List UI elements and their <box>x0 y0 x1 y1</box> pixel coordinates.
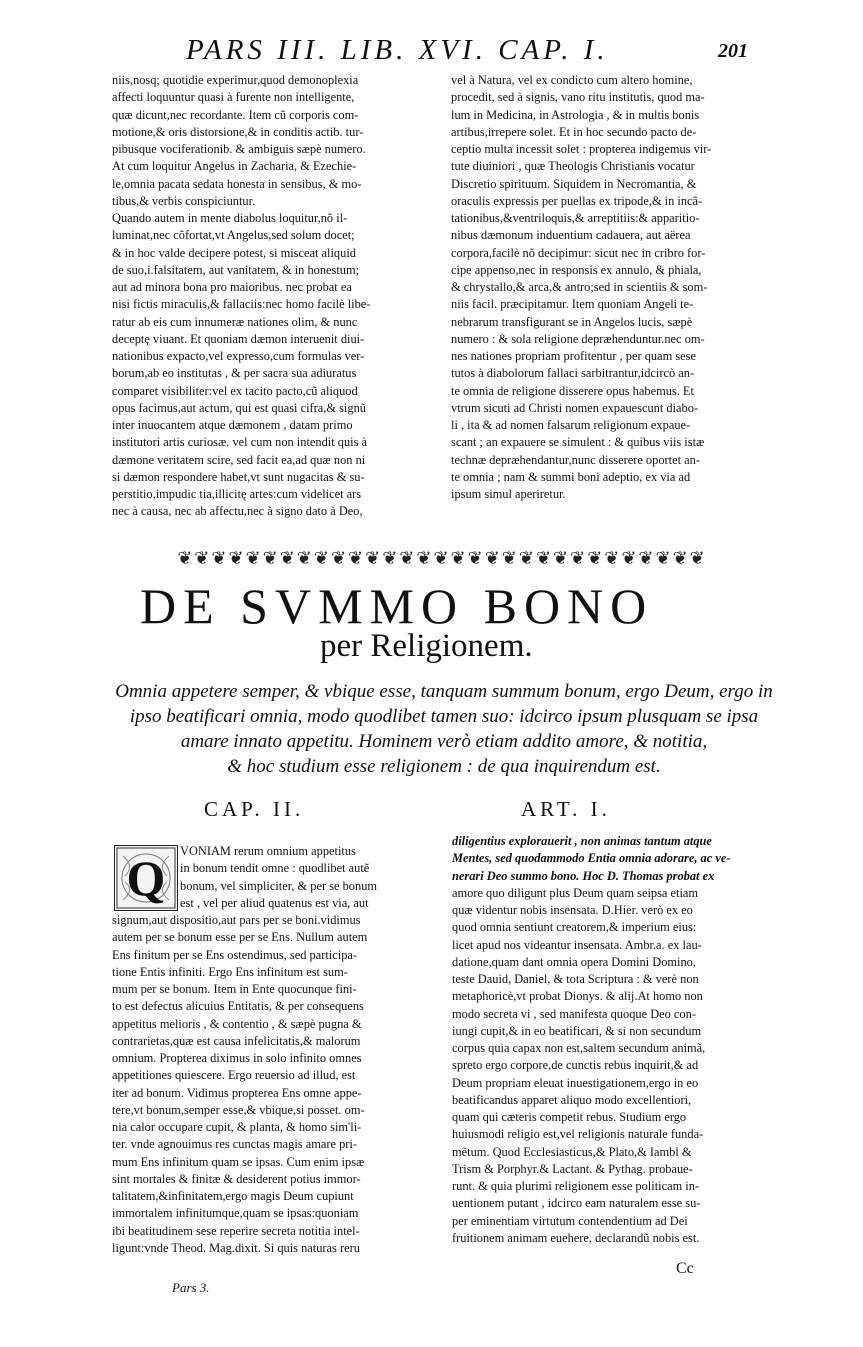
text-line: amare innato appetitu. Hominem verò etiam addito amore, & notitia, <box>180 731 708 752</box>
ornament-band: ❦❦❦❦❦❦❦❦❦❦❦❦❦❦❦❦❦❦❦❦❦❦❦❦❦❦❦❦❦❦❦ <box>177 548 707 568</box>
bottom-left-column <box>112 843 435 1257</box>
text-line: tibus,& verbis conspiciuntur. <box>112 193 256 208</box>
text-line: runt. & quia plurimi religionem esse politicam in- <box>452 1179 700 1193</box>
text-line: metaphoricè,vt probat Dionys. & alij.At homo non <box>452 989 703 1004</box>
text-line: ibi beatitudinem sese reperire secreta notitia intel- <box>112 1223 360 1238</box>
text-line: appetitus melioris , & contentio , & sæpè pugna & <box>112 1016 362 1031</box>
text-line: fruitionem animam euehere, declarandũ nobis est. <box>452 1230 700 1245</box>
text-line: ipsum simul aperiretur. <box>451 487 566 501</box>
text-line: procedit, sed à signis, vano ritu institutis, quod ma- <box>451 90 705 105</box>
text-line: talitatem,&infinitatem,ergo magis Deum cupiunt <box>112 1189 354 1203</box>
text-line: licet apud nos videantur insensata. Ambr.a. ex lau- <box>452 937 702 952</box>
text-line: li , ita & ad nomen falsarum religionum expaue- <box>451 418 691 432</box>
text-line: niis facil. præcipitamur. Item quoniam Angeli te- <box>451 297 694 312</box>
section-title: DE SVMMO BONO <box>140 578 654 634</box>
text-line: ratur ab eis cum innumeræ nationes olim, & nunc <box>112 314 358 329</box>
text-line: technæ depræhendantur,nunc disserere oportet an- <box>451 452 700 467</box>
text-line: nationibus expacto,vel expresso,cum formulas ver- <box>112 349 365 363</box>
chapter-label: CAP. II. <box>204 797 305 821</box>
text-line: scant ; an expauere se simulent : & quibus viis istæ <box>451 435 705 450</box>
text-line: luminat,nec cõfortat,vt Angelus,sed solum docet; <box>112 228 355 243</box>
text-line: motione,& oris distorsione,& in conditis actib. tur- <box>112 124 364 139</box>
text-line: quæ dicunt,nec recordante. Item cũ corporis com- <box>112 107 359 122</box>
text-line: corpus quia capax non est,saltem secundum animã, <box>452 1041 706 1055</box>
top-right-column <box>451 72 771 503</box>
text-line: nec à causa, nec ab affectu,nec à signo dato à Deo, <box>112 504 363 519</box>
text-line: mum Ens infinitum quam se ipsas. Cum enim ipsæ <box>112 1154 365 1169</box>
text-line: perstitio,impudic tia,illicitę artes:cum videlicet ars <box>112 487 362 501</box>
article-label: ART. I. <box>521 797 611 821</box>
text-line: deceptę viuant. Et quoniam dæmon interuenit diui- <box>112 331 365 346</box>
text-line: & in hoc valde decipere potest, si misceat aliquid <box>112 245 356 260</box>
text-line: ipso beatificari omnia, modo quodlibet tamen suo: idcirco ipsum plusquam se ipsa <box>129 706 759 727</box>
text-line: numero : & sola religione depræhenduntur.nec om- <box>451 331 705 346</box>
text-line: omnium. Propterea diximus in solo infinito omnes <box>112 1051 362 1065</box>
page-number: 201 <box>718 40 748 62</box>
text-line: amore quo diligunt plus Deum quam seipsa etiam <box>452 885 699 900</box>
text-line: nerari Deo summo bono. Hoc D. Thomas probat ex <box>452 868 715 883</box>
text-line: mum per se bonum. Item in Ente quocunque fini- <box>112 982 357 996</box>
text-line: artibus,irrepere solet. Et in hoc secundo pacto de- <box>451 124 697 139</box>
text-line: to est defectus alicuius Entitatis, & per consequens <box>112 999 364 1014</box>
signature-mark: Pars 3. <box>172 1280 210 1295</box>
text-line: vel à Natura, vel ex condicto cum altero homine, <box>451 73 693 87</box>
text-line: si dæmon respondere habet,vt sunt nugacitas & su- <box>112 469 365 484</box>
text-line: per eminentiam virtutum contendentium ad Dei <box>452 1213 688 1228</box>
text-line: nia calor occupare cupit, & planta, & homo sim'li- <box>112 1120 362 1134</box>
section-subtitle: per Religionem. <box>320 628 533 664</box>
text-line: beatificandus apparet aliquo modo excellentiori, <box>452 1092 692 1107</box>
text-line: tere,vt bonum,semper esse,& vbique,si posset. om- <box>112 1102 365 1117</box>
text-line: nebrarum transfigurant se in Angelos lucis, sæpè <box>451 314 693 329</box>
text-line: datione,quam dant omnia opera Domini Domino, <box>452 954 696 969</box>
text-line: signum,aut dispositio,aut pars per se boni.vidimus <box>112 913 361 927</box>
text-line: Quando autem in mente diabolus loquitur,nõ il- <box>112 211 348 225</box>
text-line: teste Dauid, Daniel, & tota Scriptura : & verè non <box>452 972 699 986</box>
text-line: autem per se bonum esse per se Ens. Nullum autem <box>112 930 368 945</box>
text-line: quod omnia sentiunt creatorem,& imperium eius: <box>452 920 697 935</box>
text-line: sint mortales & finitæ & desiderent potius immor- <box>112 1171 361 1186</box>
text-line: institutori artis curiosæ. vel cum non intendit quis à <box>112 435 368 450</box>
text-line: tione Entis infiniti. Ergo Ens infinitum est sum- <box>112 964 348 979</box>
text-line: corpora,facilè nõ decipimur: sicut nec in cribro for- <box>451 245 706 260</box>
text-line: spreto ergo corpore,de cunctis rebus inquirit,& ad <box>452 1058 699 1073</box>
text-line: dæmone veritatem scire, sed facit ea,ad quæ non ni <box>112 452 366 467</box>
text-line: inter inuocantem atque dæmonem , datam primo <box>112 418 353 432</box>
text-line: quam qui cæteris competit rebus. Studium ergo <box>452 1110 687 1124</box>
text-line: ter. vnde agnouimus res cunctas magis amare pri- <box>112 1137 357 1152</box>
text-line: appetitiones quiescere. Ergo reuersio ad illud, est <box>112 1068 356 1083</box>
text-line: affecti loquuntur quasi à furente non intelligente, <box>112 90 355 105</box>
text-line: nisi fictis miraculis,& fallaciis:nec homo facilè libe- <box>112 297 371 312</box>
text-line: cipe appenso,nec in responsis ex annulo, & phiala, <box>451 262 702 277</box>
bottom-right-column <box>452 833 772 1247</box>
text-line: iter ad bonum. Vidimus propterea Ens omne appe- <box>112 1085 362 1100</box>
text-line: At cum loquitur Angelus in Zacharia, & Ezechie- <box>112 159 357 174</box>
text-line: Mentes, sed quodammodo Entia omnia adorare, ac ve- <box>452 851 731 866</box>
text-line: opus facimus,aut actum, qui est quasi cifra,& signũ <box>112 400 366 415</box>
text-line: tute diuiniori , quæ Theologis Christianis vocatur <box>451 159 695 174</box>
text-line: ligunt:vnde Theod. Mag.dixit. Si quis naturas reru <box>112 1240 360 1255</box>
text-line: Deum propriam eleuat inuestigationem,ergo in eo <box>452 1075 699 1090</box>
text-line: est , vel per aliud quatenus est via, aut <box>180 895 369 910</box>
text-line: de suo,i.falsitatem, aut vanitatem, & in honestum; <box>112 262 360 277</box>
text-line: niis,nosq; quotidie experimur,quod demonoplexia <box>112 73 359 87</box>
text-line: & hoc studium esse religionem : de qua inquirendum est. <box>227 756 661 777</box>
text-line: bonum, vel simpliciter, & per se bonum <box>180 878 378 893</box>
text-line: modo secreta vi , sed manifesta quoque Deo con- <box>452 1006 696 1021</box>
running-head <box>186 34 746 68</box>
text-line: huiusmodi religio est,vel religionis naturale funda- <box>452 1127 704 1142</box>
text-line: quæ videntur nobis insensata. D.Hier. verò ex eo <box>452 903 693 917</box>
text-line: Ens finitum per se Ens ostendimus, sed participa- <box>112 947 358 962</box>
text-line: le,omnia pacata sedata honesta in sensibus, & mo- <box>112 176 362 191</box>
text-line: uentionem putant , idcirco eam naturalem esse su- <box>452 1196 701 1211</box>
text-line: Trism & Porphyr.& Lactant. & Pythag. probaue- <box>452 1161 693 1176</box>
text-line: vtrum sicuti ad Christi nomen expauescunt diabo- <box>451 400 699 415</box>
top-left-column <box>112 72 432 521</box>
text-line: pibusque vociferationib. & ambiguis sæpè numero. <box>112 142 366 156</box>
text-line: comparet visibiliter:vel ex tacito pacto,cũ aliquod <box>112 383 358 398</box>
text-line: tutos à diabolorum fallaci sarbitrantur,idcircò an- <box>451 366 695 381</box>
text-line: contrarietas,quæ est causa infelicitatis,& malorum <box>112 1033 361 1048</box>
initial-letter: Q <box>126 850 166 906</box>
chapter-argument <box>114 679 774 779</box>
text-line: ceptio multa incessit solet : propterea indigemus vir- <box>451 142 712 156</box>
text-line: Omnia appetere semper, & vbique esse, tanquam summum bonum, ergo Deum, ergo in <box>115 681 773 702</box>
text-line: oraculis expressis per puellas ex tripode,& in incã- <box>451 193 703 208</box>
catchword: Cc <box>676 1260 694 1277</box>
text-line: aut ad minora bona pro maioribus. nec probat ea <box>112 280 352 294</box>
text-line: VONIAM rerum omnium appetitus <box>180 844 356 858</box>
text-line: & chrystallo,& arca,& antro;sed in scientiis & som- <box>451 280 708 294</box>
text-line: nibus dæmonum induentium cadauera, aut aërea <box>451 228 691 243</box>
text-line: borum,ab eo institutas , & per sacra sua adiuratus <box>112 366 357 381</box>
text-line: Discretio spirituum. Siquidem in Necromantia, & <box>451 176 697 191</box>
text-line: tationibus,&ventriloquis,& arreptitiis:& apparitio- <box>451 211 700 225</box>
text-line: te omnia de religione disserere opus habemus. Et <box>451 383 694 398</box>
text-line: diligentius explorauerit , non animas tantum atque <box>452 834 712 848</box>
text-line: lum in Medicina, in Astrologia , & in multis bonis <box>451 107 700 122</box>
text-line: nes nationes propriam profitentur , per quam sese <box>451 349 696 363</box>
text-line: mẽtum. Quod Ecclesiasticus,& Plato,& Iambl & <box>452 1144 692 1159</box>
running-head-text: PARS III. LIB. XVI. CAP. I. <box>186 34 609 66</box>
text-line: in bonum tendit omne : quodlibet autẽ <box>180 861 370 876</box>
text-line: immortalem infinitumque,quam se ipsas:quoniam <box>112 1206 359 1221</box>
text-line: iungi cupit,& in eo beatificari, & si non secundum <box>452 1023 702 1038</box>
text-line: te omnia ; nam & summi boni adeptio, ex via ad <box>451 469 691 484</box>
